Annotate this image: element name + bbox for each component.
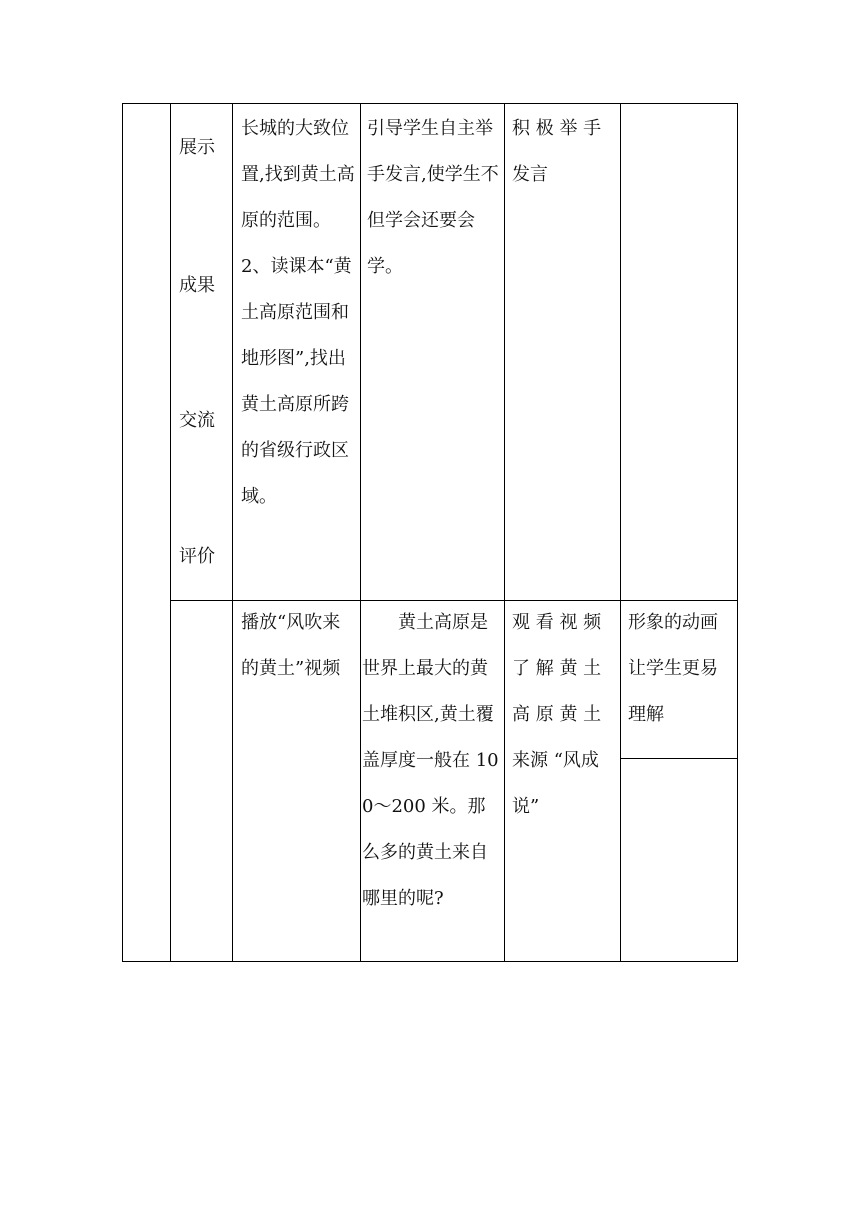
table-column-divider-5 (620, 103, 621, 962)
table-column-divider-4 (504, 103, 505, 962)
table-column-divider-2 (232, 103, 233, 962)
stage-label-2: 成果 (179, 275, 215, 296)
table-border-right (737, 103, 738, 962)
table-intent-divider (620, 758, 738, 759)
table-border-left (122, 103, 123, 962)
row2-student-cell: 观 看 视 频了 解 黄 土高 原 黄 土来源 “风成说” (512, 612, 602, 817)
table-column-divider-1 (170, 103, 171, 962)
table-column-divider-3 (360, 103, 361, 962)
stage-label-4: 评价 (179, 546, 215, 567)
stage-label-1: 展示 (179, 137, 215, 158)
row2-content-cell: 播放“风吹来的黄土”视频 (241, 612, 341, 679)
stage-label-3: 交流 (179, 410, 215, 431)
row2-teacher-cell: 黄土高原是世界上最大的黄土堆积区,黄土覆盖厚度一般在 100～200 米。那么多的黄土来自哪里的呢? (362, 612, 499, 909)
table-border-bottom (122, 961, 738, 962)
table-border-top (122, 103, 738, 104)
row1-content-cell: 长城的大致位置,找到黄土高原的范围。 2、读课本“黄土高原范围和地形图”,找出黄土高原所跨的省级行政区域。 (241, 118, 355, 507)
row2-intent-cell: 形象的动画让学生更易理解 (628, 612, 718, 725)
row1-teacher-cell: 引导学生自主举手发言,使学生不但学会还要会学。 (367, 118, 499, 277)
row1-student-cell: 积 极 举 手发言 (512, 118, 602, 185)
